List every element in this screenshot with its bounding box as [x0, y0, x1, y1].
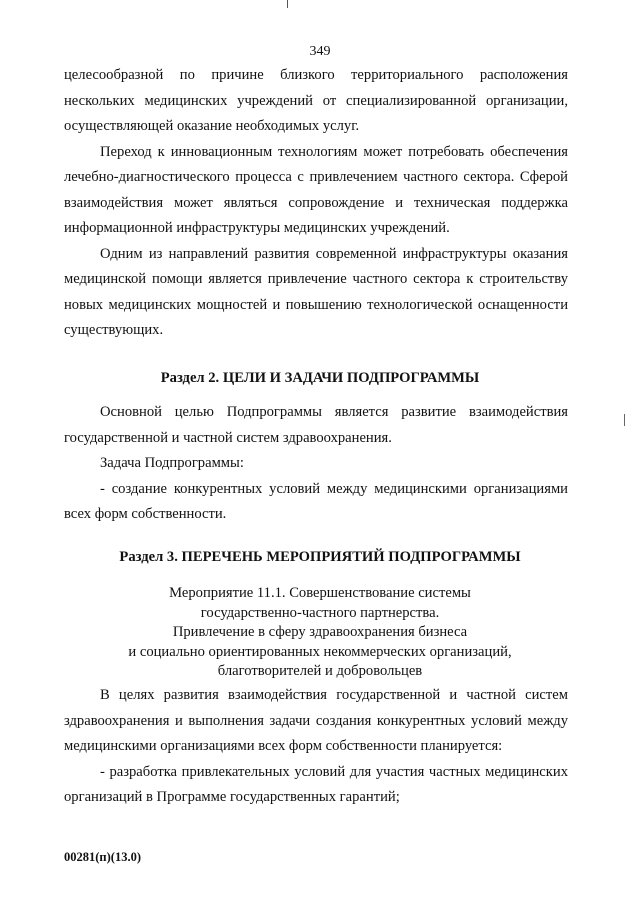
- scan-mark-top: [287, 0, 288, 8]
- measure-title-line: государственно-частного партнерства.: [200, 604, 440, 621]
- paragraph: Основной целью Подпрограммы является развитие взаимодействия государственной и частной систем здравоохранения.: [64, 404, 568, 446]
- measure-title-line: и социально ориентированных некоммерческих организаций,: [128, 643, 512, 660]
- section-2-text: [64, 400, 568, 528]
- paragraph: - разработка привлекательных условий для участия частных медицинских организаций в Программе государственных гарантий;: [64, 763, 568, 805]
- section-3-text: [64, 683, 568, 811]
- paragraph: Переход к инновационным технологиям может потребовать обеспечения лечебно-диагностического процесса с привлечением частного сектора. Сферой взаимодействия может являться сопровождение и техническая поддержка информационной инфраструктуры медицинских учреждений.: [64, 143, 568, 236]
- paragraph: Задача Подпрограммы:: [100, 455, 244, 471]
- paragraph: В целях развития взаимодействия государственной и частной систем здравоохранения и выполнения задачи создания конкурентных условий между медицинскими организациями всех форм собственности планируется:: [64, 687, 568, 754]
- page-number: 349: [309, 44, 331, 59]
- section-2-heading: Раздел 2. ЦЕЛИ И ЗАДАЧИ ПОДПРОГРАММЫ: [160, 370, 480, 386]
- intro-text: [64, 63, 568, 344]
- paragraph: Одним из направлений развития современной инфраструктуры оказания медицинской помощи является привлечение частного сектора к строительству новых медицинских мощностей и повышению технологической оснащенности существующих.: [64, 245, 568, 338]
- measure-title-line: Привлечение в сферу здравоохранения бизнеса: [172, 624, 468, 640]
- section-3-heading: Раздел 3. ПЕРЕЧЕНЬ МЕРОПРИЯТИЙ ПОДПРОГРАММЫ: [119, 549, 521, 565]
- paragraph: целесообразной по причине близкого территориального расположения нескольких медицинских учреждений от специализированной организации, осуществляющей оказание необходимых услуг.: [64, 67, 568, 134]
- paragraph: - создание конкурентных условий между медицинскими организациями всех форм собственности.: [64, 480, 568, 522]
- measure-title-line: Мероприятие 11.1. Совершенствование системы: [169, 585, 471, 601]
- measure-title: [0, 584, 640, 682]
- document-code: 00281(п)(13.0): [64, 850, 141, 864]
- measure-title-line: благотворителей и добровольцев: [217, 663, 423, 679]
- scan-mark-side: [624, 414, 625, 426]
